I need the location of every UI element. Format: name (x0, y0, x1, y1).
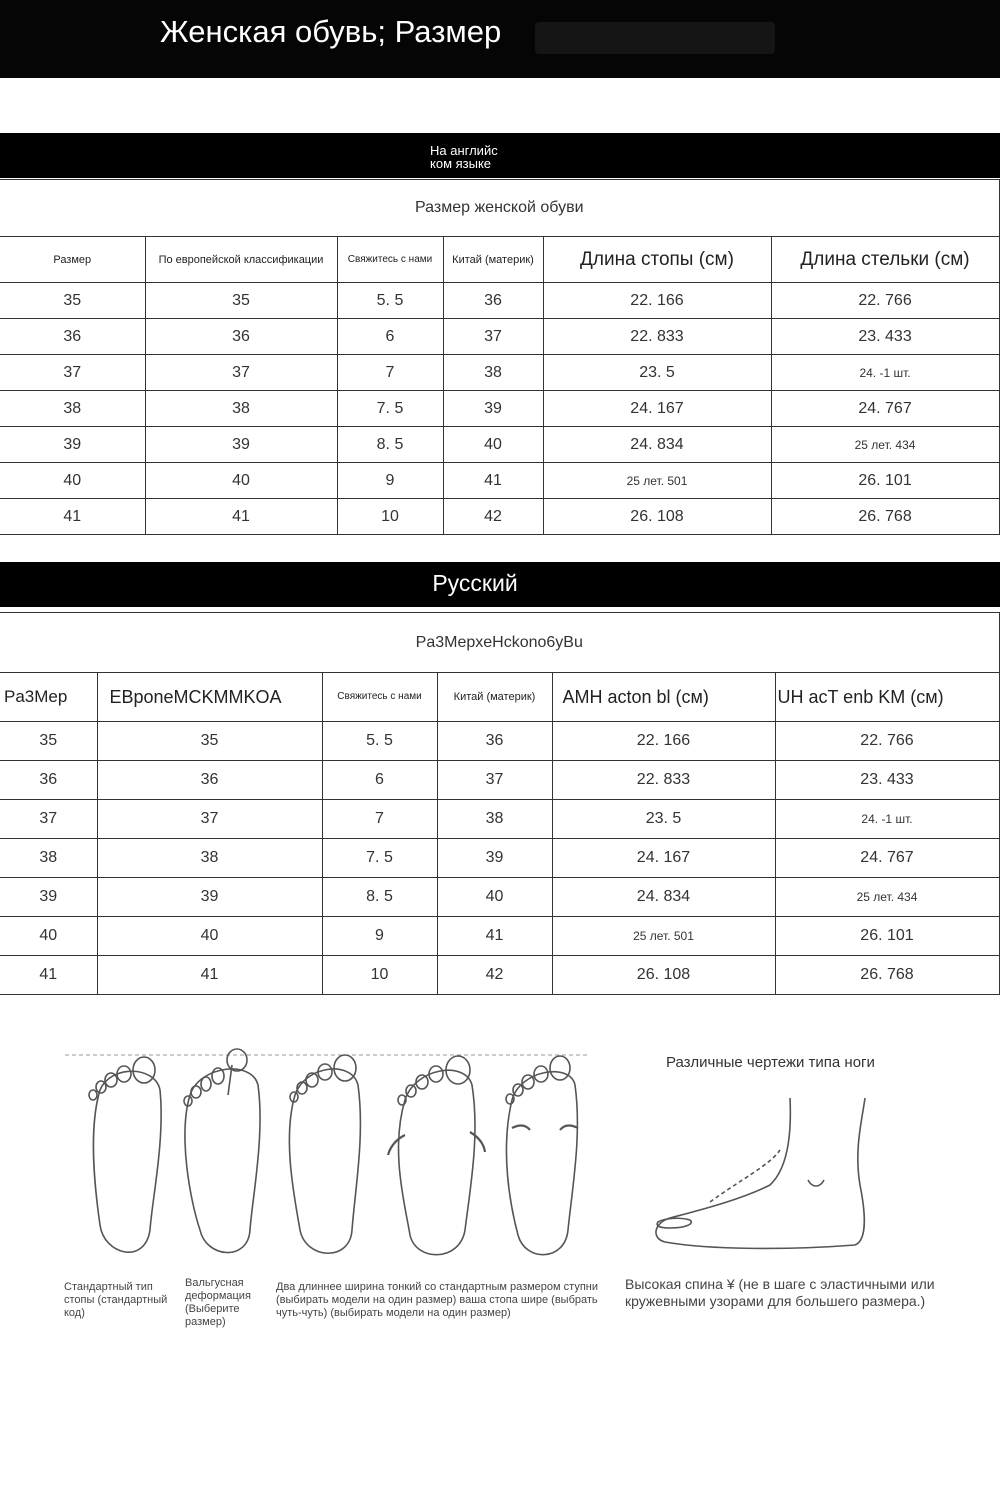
cell-china: 39 (437, 839, 552, 878)
cell-foot-length: 22. 833 (552, 761, 775, 800)
foot-side-illustration (640, 1090, 880, 1260)
cell-foot-length: 22. 166 (543, 283, 771, 319)
cell-size: 40 (0, 917, 97, 956)
cell-contact: 9 (322, 917, 437, 956)
cell-size: 39 (0, 427, 145, 463)
cell-foot-length: 22. 166 (552, 722, 775, 761)
cell-size: 35 (0, 283, 145, 319)
cell-foot-length: 24. 834 (552, 878, 775, 917)
cell-contact: 6 (322, 761, 437, 800)
cell-contact: 7. 5 (337, 391, 443, 427)
table-caption: Pa3MepxeHckono6yBu (0, 613, 999, 673)
cell-china: 42 (443, 499, 543, 535)
cell-foot-length: 24. 167 (543, 391, 771, 427)
table-row (0, 917, 999, 956)
cell-contact: 5. 5 (337, 283, 443, 319)
cell-eu: 40 (97, 917, 322, 956)
table-row (0, 839, 999, 878)
header-foot-length: Длина стопы (см) (543, 237, 771, 283)
cell-eu: 41 (97, 956, 322, 995)
table-row (0, 878, 999, 917)
cell-eu: 38 (145, 391, 337, 427)
table-caption: Размер женской обуви (0, 180, 999, 237)
cell-insole-length: 24. -1 шт. (775, 800, 999, 839)
header-eu: EBponeMCKMMKOA (97, 673, 322, 722)
foot-types-illustration (60, 1040, 600, 1270)
foot-high-instep (506, 1056, 578, 1255)
cell-contact: 10 (337, 499, 443, 535)
caption-standard-foot: Стандартный тип стопы (стандартный код) (64, 1281, 168, 1319)
cell-china: 40 (437, 878, 552, 917)
cell-foot-length: 26. 108 (552, 956, 775, 995)
header-china: Китай (материк) (443, 237, 543, 283)
cell-contact: 8. 5 (337, 427, 443, 463)
cell-eu: 35 (97, 722, 322, 761)
cell-size: 38 (0, 391, 145, 427)
table-row (0, 800, 999, 839)
cell-size: 35 (0, 722, 97, 761)
cell-insole-length: 26. 768 (775, 956, 999, 995)
cell-eu: 36 (97, 761, 322, 800)
cell-contact: 9 (337, 463, 443, 499)
cell-size: 41 (0, 956, 97, 995)
cell-eu: 39 (145, 427, 337, 463)
cell-insole-length: 26. 768 (771, 499, 999, 535)
table-header-row (0, 237, 999, 283)
cell-insole-length: 22. 766 (775, 722, 999, 761)
cell-insole-length: 25 лет. 434 (775, 878, 999, 917)
cell-china: 37 (437, 761, 552, 800)
cell-foot-length: 22. 833 (543, 319, 771, 355)
page-title: Женская обувь; Размер (160, 14, 502, 49)
cell-eu: 36 (145, 319, 337, 355)
header-size: Pa3Mep (0, 673, 97, 722)
cell-china: 40 (443, 427, 543, 463)
cell-size: 36 (0, 761, 97, 800)
cell-china: 36 (443, 283, 543, 319)
cell-foot-length: 23. 5 (552, 800, 775, 839)
cell-eu: 37 (145, 355, 337, 391)
cell-foot-length: 26. 108 (543, 499, 771, 535)
cell-eu: 40 (145, 463, 337, 499)
side-view-caption: Высокая спина ¥ (не в шаге с эластичными или кружевными узорами для большего размера.) (625, 1276, 935, 1309)
header-insole-length: Длина стельки (см) (771, 237, 999, 283)
cell-contact: 6 (337, 319, 443, 355)
header-contact: Свяжитесь с нами (322, 673, 437, 722)
header-eu: По европейской классификации (145, 237, 337, 283)
cell-insole-length: 24. -1 шт. (771, 355, 999, 391)
caption-valgus-foot: Вальгусная деформация (Выберите размер) (185, 1277, 251, 1328)
cell-contact: 10 (322, 956, 437, 995)
cell-china: 38 (443, 355, 543, 391)
cell-insole-length: 24. 767 (775, 839, 999, 878)
english-size-table (0, 179, 1000, 535)
header-insole-length: UH acT enb KM (см) (775, 673, 999, 722)
caption-wide-foot: Два длиннее ширина тонкий со стандартным размером ступни (выбирать модели на один размер) ваша стопа шире (выбрать чуть-чуть) (выбирать модели на один размер) (276, 1281, 598, 1319)
english-label-line2: ком языке (430, 156, 492, 171)
cell-insole-length: 23. 433 (771, 319, 999, 355)
foot-valgus (184, 1049, 260, 1253)
cell-eu: 37 (97, 800, 322, 839)
cell-foot-length: 25 лет. 501 (543, 463, 771, 499)
cell-eu: 41 (145, 499, 337, 535)
table-row (0, 761, 999, 800)
cell-china: 39 (443, 391, 543, 427)
cell-insole-length: 26. 101 (775, 917, 999, 956)
cell-china: 36 (437, 722, 552, 761)
russian-section-label: Русский (432, 570, 518, 596)
cell-contact: 7 (322, 800, 437, 839)
table-row (0, 391, 999, 427)
russian-size-table (0, 612, 1000, 995)
cell-foot-length: 24. 167 (552, 839, 775, 878)
cell-contact: 7. 5 (322, 839, 437, 878)
side-view-title: Различные чертежи типа ноги (666, 1054, 875, 1071)
table-row (0, 722, 999, 761)
cell-insole-length: 23. 433 (775, 761, 999, 800)
cell-foot-length: 23. 5 (543, 355, 771, 391)
foot-wide (388, 1056, 485, 1255)
header-contact: Свяжитесь с нами (337, 237, 443, 283)
header-foot-length: AMH acton bl (см) (552, 673, 775, 722)
cell-china: 38 (437, 800, 552, 839)
cell-eu: 39 (97, 878, 322, 917)
table-row (0, 319, 999, 355)
foot-narrow (289, 1055, 360, 1253)
header-size: Размер (0, 237, 145, 283)
table-header-row (0, 673, 999, 722)
cell-contact: 7 (337, 355, 443, 391)
cell-eu: 35 (145, 283, 337, 319)
english-label-line1: На английс (430, 143, 498, 158)
cell-size: 38 (0, 839, 97, 878)
table-row (0, 499, 999, 535)
table-row (0, 463, 999, 499)
cell-size: 37 (0, 800, 97, 839)
cell-insole-length: 25 лет. 434 (771, 427, 999, 463)
table-row (0, 283, 999, 319)
cell-insole-length: 22. 766 (771, 283, 999, 319)
table-row (0, 956, 999, 995)
cell-china: 41 (437, 917, 552, 956)
cell-size: 41 (0, 499, 145, 535)
header-china: Китай (материк) (437, 673, 552, 722)
cell-foot-length: 24. 834 (543, 427, 771, 463)
table-row (0, 355, 999, 391)
cell-contact: 8. 5 (322, 878, 437, 917)
cell-china: 37 (443, 319, 543, 355)
cell-insole-length: 26. 101 (771, 463, 999, 499)
cell-insole-length: 24. 767 (771, 391, 999, 427)
cell-size: 39 (0, 878, 97, 917)
table-row (0, 427, 999, 463)
cell-size: 37 (0, 355, 145, 391)
cell-size: 36 (0, 319, 145, 355)
cell-china: 41 (443, 463, 543, 499)
title-blurred-text (535, 22, 775, 54)
cell-eu: 38 (97, 839, 322, 878)
cell-china: 42 (437, 956, 552, 995)
foot-standard (89, 1057, 161, 1252)
cell-size: 40 (0, 463, 145, 499)
english-section-label (430, 144, 540, 170)
cell-foot-length: 25 лет. 501 (552, 917, 775, 956)
cell-contact: 5. 5 (322, 722, 437, 761)
